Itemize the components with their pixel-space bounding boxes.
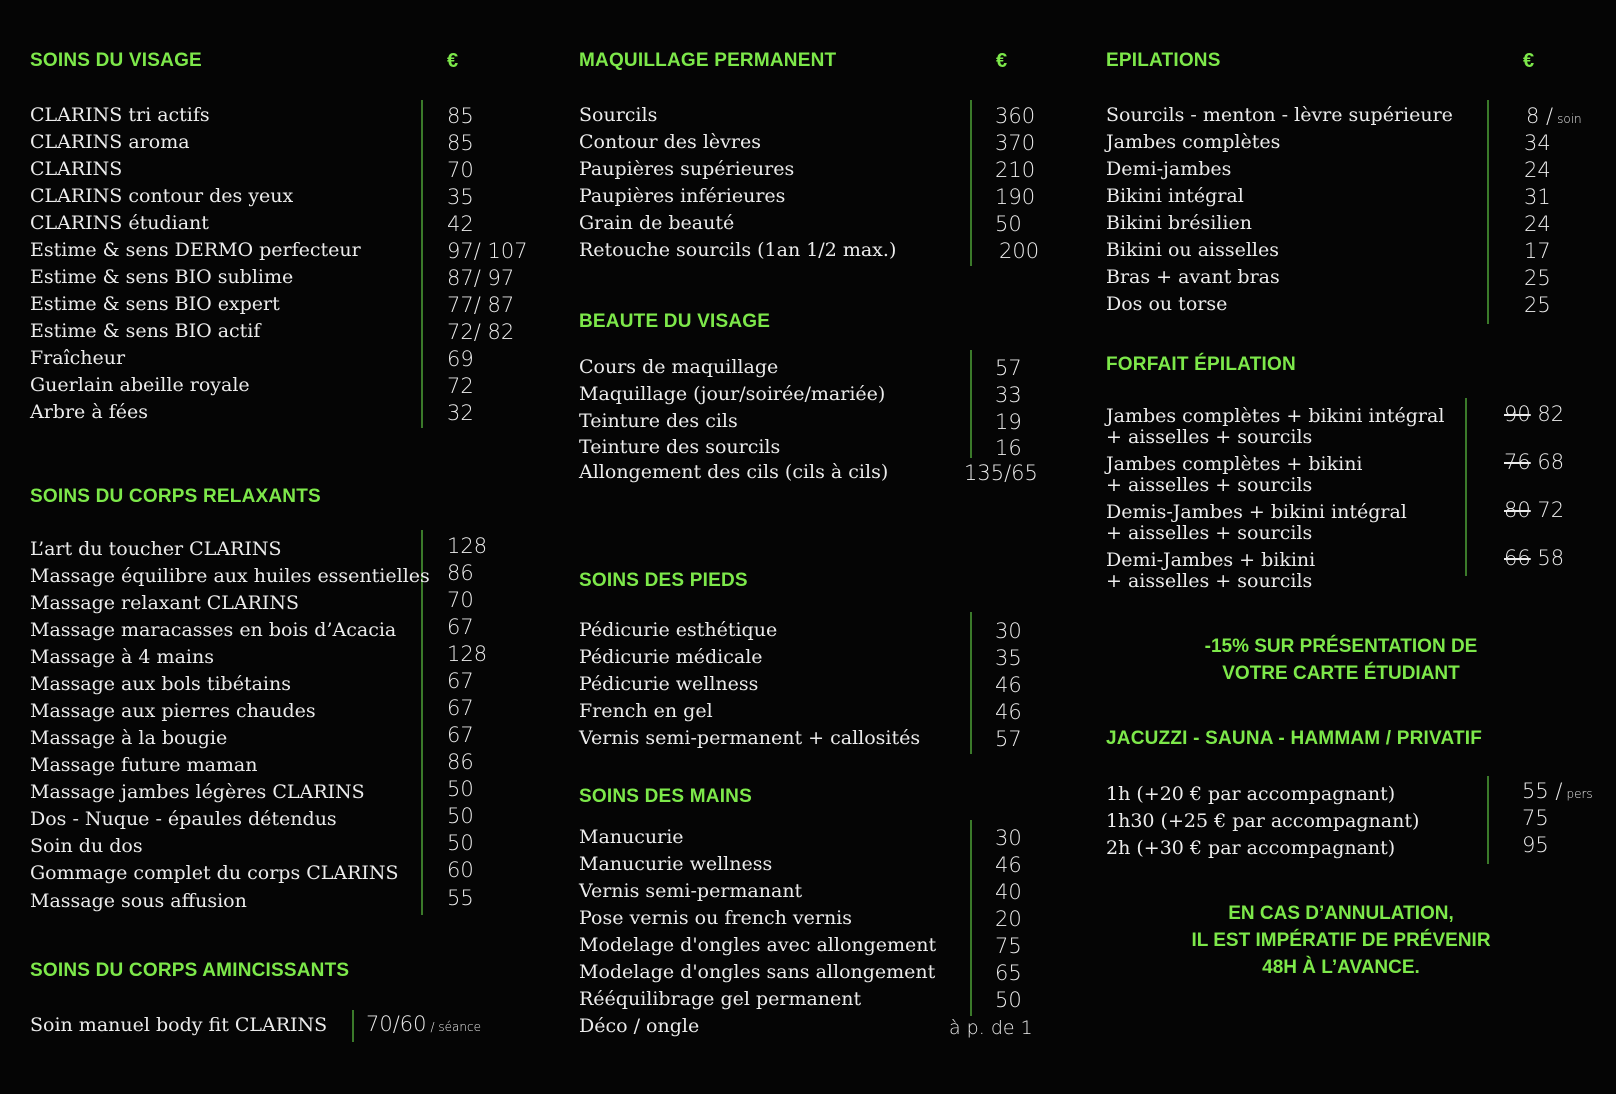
item-price xyxy=(1504,546,1564,570)
list-soins-visage xyxy=(30,104,550,428)
item-name: Estime & sens BIO expert xyxy=(30,293,280,315)
item-price: 67 xyxy=(447,615,474,639)
list-item xyxy=(579,961,1059,988)
item-name: Pédicurie wellness xyxy=(579,673,759,695)
item-name: CLARINS xyxy=(30,158,123,180)
item-name: Retouche sourcils (1an 1/2 max.) xyxy=(579,239,897,261)
item-name-line2: + aisselles + sourcils xyxy=(1106,522,1313,544)
list-item xyxy=(579,131,1059,158)
list-soins-mains xyxy=(579,826,1059,1042)
item-name: Estime & sens BIO actif xyxy=(30,320,261,342)
notice-line: EN CAS D’ANNULATION, xyxy=(1228,903,1454,924)
price-value: 8 / xyxy=(1526,104,1554,128)
list-item xyxy=(30,320,550,347)
item-price: 95 xyxy=(1522,833,1549,857)
item-name: Soin du dos xyxy=(30,835,143,857)
list-epilations xyxy=(1106,104,1606,320)
list-item xyxy=(1106,833,1606,864)
item-price: 128 xyxy=(447,534,488,558)
list-item xyxy=(30,158,550,185)
item-name: Massage maracasses en bois d’Acacia xyxy=(30,619,397,641)
list-item xyxy=(1106,450,1606,502)
list-item xyxy=(30,1014,530,1042)
list-item xyxy=(579,212,1059,239)
list-item xyxy=(1106,546,1606,598)
item-name: Grain de beauté xyxy=(579,212,735,234)
item-price: 19 xyxy=(995,410,1022,434)
item-price: 25 xyxy=(1524,266,1551,290)
list-item xyxy=(579,727,1059,754)
section-title-soins-mains: SOINS DES MAINS xyxy=(579,786,752,807)
list-item xyxy=(579,356,1059,383)
old-price: 76 xyxy=(1504,450,1531,474)
item-price: 42 xyxy=(447,212,474,236)
item-name: Massage à la bougie xyxy=(30,727,228,749)
new-price: 72 xyxy=(1537,498,1565,522)
item-price: 60 xyxy=(447,858,474,882)
item-price: 16 xyxy=(995,436,1022,460)
new-price: 68 xyxy=(1537,450,1565,474)
item-price: 72/ 82 xyxy=(447,320,515,344)
item-price: 97/ 107 xyxy=(447,239,528,263)
item-name: French en gel xyxy=(579,700,713,722)
list-item xyxy=(579,461,1059,488)
list-item xyxy=(579,673,1059,700)
list-item xyxy=(1106,158,1606,185)
item-name: Estime & sens DERMO perfecteur xyxy=(30,239,361,261)
item-name-line2: + aisselles + sourcils xyxy=(1106,426,1313,448)
section-title-beaute-visage: BEAUTE DU VISAGE xyxy=(579,311,771,332)
list-item xyxy=(579,880,1059,907)
item-name: Fraîcheur xyxy=(30,347,126,369)
item-name: Modelage d'ongles avec allongement xyxy=(579,934,937,956)
section-title-forfait-epilation: FORFAIT ÉPILATION xyxy=(1106,354,1296,375)
list-item xyxy=(30,266,550,293)
new-price: 58 xyxy=(1537,546,1565,570)
list-item xyxy=(30,239,550,266)
item-price: 67 xyxy=(447,696,474,720)
list-item xyxy=(30,293,550,320)
old-price: 80 xyxy=(1504,498,1531,522)
item-price xyxy=(1526,104,1582,128)
item-price xyxy=(1504,450,1564,474)
section-title-jacuzzi: JACUZZI - SAUNA - HAMMAM / PRIVATIF xyxy=(1106,728,1483,749)
item-name: Massage relaxant CLARINS xyxy=(30,592,300,614)
item-price: 85 xyxy=(447,131,474,155)
item-name: Contour des lèvres xyxy=(579,131,761,153)
item-price: 69 xyxy=(447,347,474,371)
item-name: Allongement des cils (cils à cils) xyxy=(579,461,889,483)
item-name: CLARINS étudiant xyxy=(30,212,209,234)
item-price: 40 xyxy=(995,880,1022,904)
item-name: Maquillage (jour/soirée/mariée) xyxy=(579,383,886,405)
list-item xyxy=(579,619,1059,646)
item-name: 1h (+20 € par accompagnant) xyxy=(1106,783,1396,805)
item-name: Arbre à fées xyxy=(30,401,148,423)
list-item xyxy=(579,158,1059,185)
list-beaute-visage xyxy=(579,356,1059,488)
item-price: 57 xyxy=(995,356,1022,380)
list-item xyxy=(30,185,550,212)
item-price: 135/65 xyxy=(964,461,1038,485)
list-item xyxy=(1106,293,1606,320)
list-item xyxy=(1106,402,1606,454)
item-price: 360 xyxy=(995,104,1036,128)
item-price: 50 xyxy=(447,804,474,828)
item-price: 50 xyxy=(447,777,474,801)
student-discount-notice xyxy=(1146,633,1536,687)
item-name-line1: Jambes complètes + bikini xyxy=(1106,453,1363,475)
list-item xyxy=(579,410,1059,436)
item-price xyxy=(1504,498,1564,522)
item-price: 370 xyxy=(995,131,1036,155)
item-price: 190 xyxy=(995,185,1036,209)
item-price: 17 xyxy=(1524,239,1551,263)
new-price: 82 xyxy=(1537,402,1565,426)
item-price: 85 xyxy=(447,104,474,128)
item-price: 70 xyxy=(447,588,474,612)
item-name: Pose vernis ou french vernis xyxy=(579,907,853,929)
notice-line: VOTRE CARTE ÉTUDIANT xyxy=(1222,663,1460,684)
item-price: 34 xyxy=(1524,131,1551,155)
list-item xyxy=(1106,212,1606,239)
section-title-soins-pieds: SOINS DES PIEDS xyxy=(579,570,748,591)
cancellation-notice xyxy=(1146,900,1536,981)
item-price: 46 xyxy=(995,700,1022,724)
item-name-line1: Jambes complètes + bikini intégral xyxy=(1106,405,1445,427)
item-name: Paupières supérieures xyxy=(579,158,795,180)
item-name: CLARINS aroma xyxy=(30,131,190,153)
list-item xyxy=(30,131,550,158)
list-item xyxy=(30,347,550,374)
list-soins-pieds xyxy=(579,619,1059,754)
price-unit: pers xyxy=(1566,787,1593,801)
list-jacuzzi xyxy=(1106,779,1606,864)
list-forfait-epilation xyxy=(1106,402,1606,598)
list-item xyxy=(579,383,1059,410)
list-item xyxy=(1106,131,1606,158)
item-price: 55 xyxy=(447,886,474,910)
item-name: Massage future maman xyxy=(30,754,258,776)
item-price xyxy=(1522,779,1593,803)
notice-line: -15% SUR PRÉSENTATION DE xyxy=(1204,636,1478,657)
item-name xyxy=(1106,502,1407,544)
item-name: Dos - Nuque - épaules détendus xyxy=(30,808,337,830)
item-price: 70 xyxy=(447,158,474,182)
currency-label: € xyxy=(1523,50,1535,72)
item-name: Déco / ongle xyxy=(579,1015,700,1037)
section-title-soins-corps-relaxants: SOINS DU CORPS RELAXANTS xyxy=(30,486,321,507)
item-price: 87/ 97 xyxy=(447,266,515,290)
item-name: Sourcils xyxy=(579,104,658,126)
item-price: 31 xyxy=(1524,185,1551,209)
item-name-line2: + aisselles + sourcils xyxy=(1106,474,1313,496)
item-name: Massage équilibre aux huiles essentielles xyxy=(30,565,430,587)
item-name: Vernis semi-permanent + callosités xyxy=(579,727,921,749)
list-item xyxy=(579,988,1059,1015)
item-name: Massage à 4 mains xyxy=(30,646,214,668)
item-name: Demi-jambes xyxy=(1106,158,1232,180)
list-item xyxy=(1106,239,1606,266)
list-item xyxy=(579,239,1059,266)
list-item xyxy=(579,436,1059,461)
list-item xyxy=(579,104,1059,131)
item-name: Guerlain abeille royale xyxy=(30,374,250,396)
section-title-maquillage-permanent: MAQUILLAGE PERMANENT xyxy=(579,50,837,71)
item-name-line1: Demi-Jambes + bikini xyxy=(1106,549,1316,571)
item-price xyxy=(366,1012,481,1036)
item-name xyxy=(1106,454,1363,496)
price-value: 70/60 xyxy=(366,1012,427,1036)
section-title-epilations: EPILATIONS xyxy=(1106,50,1221,71)
item-name: Bras + avant bras xyxy=(1106,266,1280,288)
price-unit: / séance xyxy=(430,1020,481,1034)
old-price: 66 xyxy=(1504,546,1531,570)
item-name: CLARINS tri actifs xyxy=(30,104,210,126)
item-name: Dos ou torse xyxy=(1106,293,1228,315)
item-price: 25 xyxy=(1524,293,1551,317)
notice-line: IL EST IMPÉRATIF DE PRÉVENIR xyxy=(1191,930,1491,951)
item-name: Pédicurie médicale xyxy=(579,646,763,668)
item-price: 50 xyxy=(995,212,1022,236)
list-item xyxy=(1106,104,1606,131)
list-item xyxy=(579,646,1059,673)
list-maquillage-permanent xyxy=(579,104,1059,266)
item-price: à p. de 1 xyxy=(949,1017,1033,1039)
item-name: Gommage complet du corps CLARINS xyxy=(30,862,399,884)
old-price: 90 xyxy=(1504,402,1531,426)
item-price: 46 xyxy=(995,853,1022,877)
list-item xyxy=(30,886,550,918)
item-price: 75 xyxy=(995,934,1022,958)
item-price: 20 xyxy=(995,907,1022,931)
item-name: Teinture des sourcils xyxy=(579,436,781,458)
list-item xyxy=(579,934,1059,961)
item-price xyxy=(1504,402,1564,426)
item-price: 72 xyxy=(447,374,474,398)
item-price: 75 xyxy=(1522,806,1549,830)
item-name xyxy=(1106,550,1315,592)
item-price: 33 xyxy=(995,383,1022,407)
item-name xyxy=(1106,406,1444,448)
item-name-line2: + aisselles + sourcils xyxy=(1106,570,1313,592)
item-name: Teinture des cils xyxy=(579,410,738,432)
item-name: Bikini brésilien xyxy=(1106,212,1252,234)
list-soins-corps-amincissants xyxy=(30,1014,530,1042)
price-value: 55 / xyxy=(1522,779,1563,803)
item-name: Jambes complètes xyxy=(1106,131,1281,153)
item-name: 2h (+30 € par accompagnant) xyxy=(1106,837,1396,859)
list-item xyxy=(579,700,1059,727)
currency-label: € xyxy=(996,50,1008,72)
item-price: 210 xyxy=(995,158,1036,182)
item-price: 46 xyxy=(995,673,1022,697)
item-name: Massage aux pierres chaudes xyxy=(30,700,316,722)
item-name: Massage aux bols tibétains xyxy=(30,673,291,695)
item-price: 57 xyxy=(995,727,1022,751)
list-item xyxy=(579,826,1059,853)
list-item xyxy=(579,185,1059,212)
item-name: Cours de maquillage xyxy=(579,356,779,378)
item-price: 35 xyxy=(447,185,474,209)
item-price: 35 xyxy=(995,646,1022,670)
item-price: 24 xyxy=(1524,212,1551,236)
item-name: Manucurie wellness xyxy=(579,853,773,875)
item-name: CLARINS contour des yeux xyxy=(30,185,294,207)
item-price: 65 xyxy=(995,961,1022,985)
list-item xyxy=(30,212,550,239)
item-price: 30 xyxy=(995,619,1022,643)
item-price: 32 xyxy=(447,401,474,425)
list-item xyxy=(1106,185,1606,212)
price-unit: soin xyxy=(1557,112,1582,126)
item-price: 50 xyxy=(995,988,1022,1012)
item-price: 67 xyxy=(447,669,474,693)
item-price: 50 xyxy=(447,831,474,855)
notice-line: 48H À L’AVANCE. xyxy=(1262,957,1420,978)
item-price: 24 xyxy=(1524,158,1551,182)
list-soins-corps-relaxants xyxy=(30,534,550,918)
item-name: Rééquilibrage gel permanent xyxy=(579,988,862,1010)
list-item xyxy=(579,907,1059,934)
item-name: Massage sous affusion xyxy=(30,890,247,912)
item-price: 77/ 87 xyxy=(447,293,515,317)
item-name: Vernis semi-permanant xyxy=(579,880,803,902)
list-item xyxy=(1106,498,1606,550)
item-name: 1h30 (+25 € par accompagnant) xyxy=(1106,810,1420,832)
list-item xyxy=(579,853,1059,880)
list-item xyxy=(579,1015,1059,1042)
currency-label: € xyxy=(447,50,459,72)
section-title-soins-corps-amincissants: SOINS DU CORPS AMINCISSANTS xyxy=(30,960,350,981)
item-name: Paupières inférieures xyxy=(579,185,786,207)
list-item xyxy=(30,401,550,428)
item-name-line1: Demis-Jambes + bikini intégral xyxy=(1106,501,1407,523)
item-name: Sourcils - menton - lèvre supérieure xyxy=(1106,104,1453,126)
item-price: 30 xyxy=(995,826,1022,850)
section-title-soins-visage: SOINS DU VISAGE xyxy=(30,50,202,71)
item-price: 86 xyxy=(447,750,474,774)
item-name: Estime & sens BIO sublime xyxy=(30,266,294,288)
list-item xyxy=(1106,266,1606,293)
item-name: Manucurie xyxy=(579,826,684,848)
item-price: 86 xyxy=(447,561,474,585)
item-price: 200 xyxy=(999,239,1040,263)
item-name: Soin manuel body fit CLARINS xyxy=(30,1014,328,1036)
item-name: Massage jambes légères CLARINS xyxy=(30,781,365,803)
item-name: L’art du toucher CLARINS xyxy=(30,538,282,560)
item-name: Pédicurie esthétique xyxy=(579,619,778,641)
item-price: 67 xyxy=(447,723,474,747)
item-name: Bikini ou aisselles xyxy=(1106,239,1279,261)
list-item xyxy=(30,374,550,401)
item-name: Modelage d'ongles sans allongement xyxy=(579,961,936,983)
item-name: Bikini intégral xyxy=(1106,185,1244,207)
list-item xyxy=(30,104,550,131)
item-price: 128 xyxy=(447,642,488,666)
